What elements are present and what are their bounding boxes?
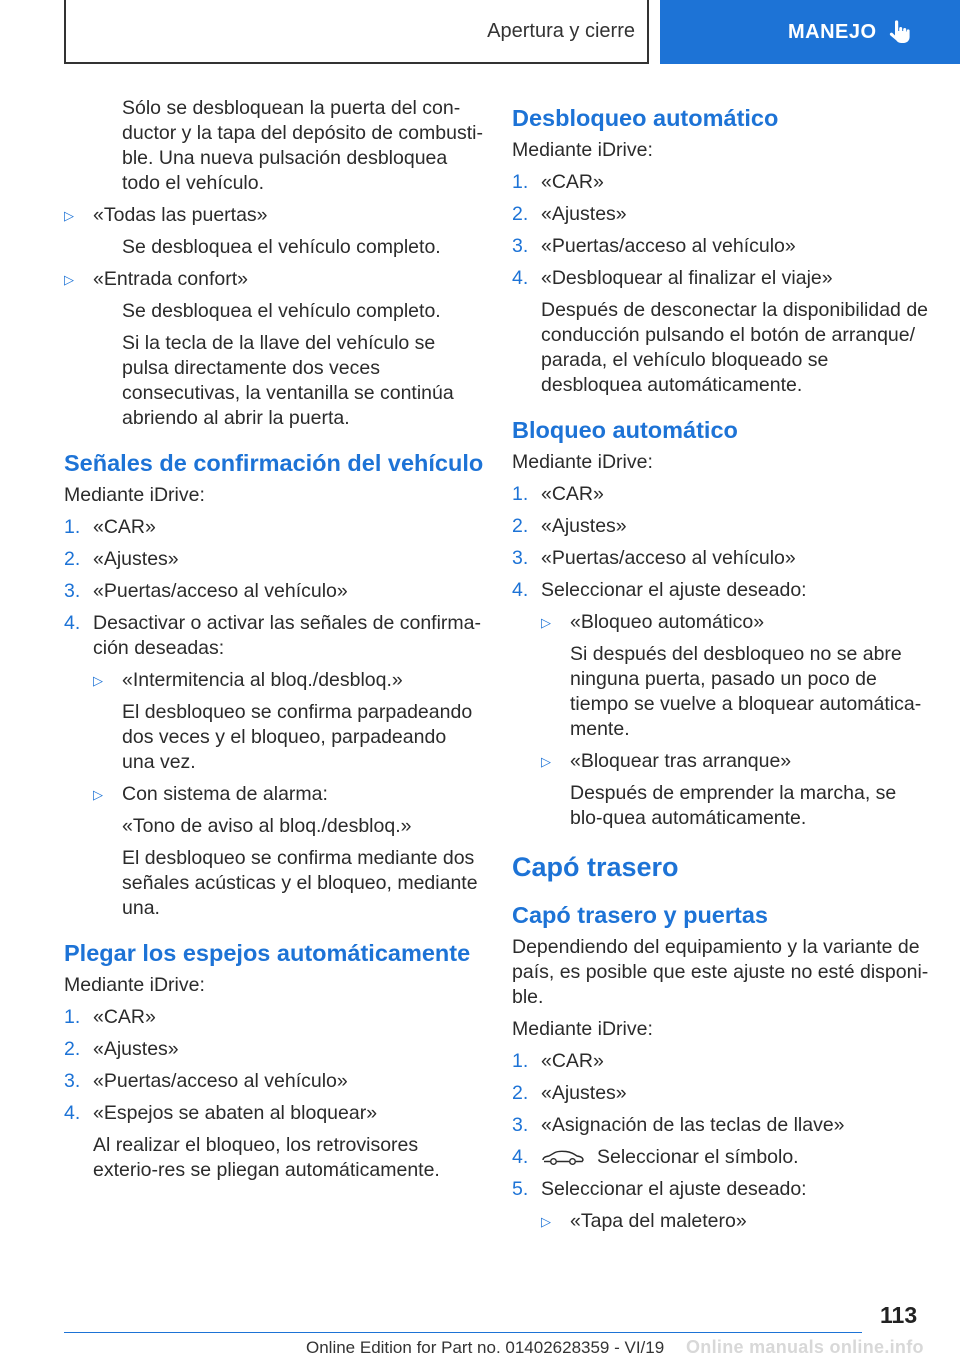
list-number: 3. bbox=[64, 580, 81, 602]
right-column bbox=[512, 96, 932, 1241]
bullet-text: Si después del desbloqueo no se abre ninguna puerta, pasado un poco de tiempo se vuelve a bloquear automática-mente. bbox=[570, 643, 922, 740]
bullet-item bbox=[93, 668, 484, 693]
list-text: Seleccionar el ajuste deseado: bbox=[541, 1178, 807, 1200]
section-header-tab bbox=[64, 0, 649, 64]
list-text: Seleccionar el ajuste deseado: bbox=[541, 579, 807, 601]
bullet-text: Después de emprender la marcha, se blo-quea automáticamente. bbox=[570, 782, 897, 829]
list-item bbox=[64, 1101, 484, 1126]
list-number: 2. bbox=[64, 1038, 81, 1060]
list-item bbox=[512, 578, 932, 603]
idrive-intro: Mediante iDrive: bbox=[64, 484, 205, 506]
section-heading-mirrors: Plegar los espejos automáticamente bbox=[64, 940, 471, 966]
bullet-title: «Entrada confort» bbox=[93, 268, 249, 290]
list-number: 1. bbox=[512, 1050, 529, 1072]
list-text: «Puertas/acceso al vehículo» bbox=[541, 235, 796, 257]
intro-paragraph: Sólo se desbloquean la puerta del con-ductor y la tapa del depósito de combusti-ble. Una nueva pulsación desbloquea todo el vehículo. bbox=[122, 97, 483, 194]
pointing-hand-icon bbox=[889, 20, 911, 44]
list-text: «Ajustes» bbox=[93, 1038, 179, 1060]
bullet-text: Se desbloquea el vehículo completo. bbox=[122, 236, 441, 258]
list-number: 1. bbox=[64, 516, 81, 538]
list-item bbox=[512, 1145, 932, 1170]
bullet-title: «Bloqueo automático» bbox=[570, 611, 765, 633]
list-item bbox=[512, 546, 932, 571]
bullet-marker: ▷ bbox=[541, 615, 551, 630]
bullet-item bbox=[93, 782, 484, 807]
bullet-marker: ▷ bbox=[93, 787, 103, 802]
bullet-title: «Tapa del maletero» bbox=[570, 1210, 747, 1232]
list-text: «CAR» bbox=[93, 1006, 156, 1028]
list-number: 4. bbox=[64, 612, 81, 634]
list-number: 2. bbox=[512, 203, 529, 225]
footer-edition: Online Edition for Part no. 01402628359 - VI/19 bbox=[306, 1338, 665, 1357]
list-text: «Ajustes» bbox=[541, 515, 627, 537]
car-icon bbox=[541, 1149, 585, 1165]
bullet-text: «Tono de aviso al bloq./desbloq.» bbox=[122, 815, 412, 837]
bullet-text: Se desbloquea el vehículo completo. bbox=[122, 300, 441, 322]
list-number: 3. bbox=[512, 235, 529, 257]
list-number: 4. bbox=[512, 579, 529, 601]
list-item bbox=[512, 514, 932, 539]
list-text: «Puertas/acceso al vehículo» bbox=[541, 547, 796, 569]
list-number: 2. bbox=[512, 1082, 529, 1104]
section-title: Apertura y cierre bbox=[487, 19, 635, 42]
bullet-text: El desbloqueo se confirma parpadeando dos veces y el bloqueo, parpadeando una vez. bbox=[122, 701, 473, 773]
page-number: 113 bbox=[880, 1302, 918, 1328]
step-text: Después de desconectar la disponibilidad de conducción pulsando el botón de arranque/ parada, el vehículo bloqueado se desbloquea automáticamente. bbox=[541, 299, 929, 396]
list-number: 5. bbox=[512, 1178, 529, 1200]
list-text: «Asignación de las teclas de llave» bbox=[541, 1114, 845, 1136]
step-text: Al realizar el bloqueo, los retrovisores exterio-res se pliegan automáticamente. bbox=[93, 1134, 440, 1181]
bullet-marker: ▷ bbox=[64, 208, 74, 223]
list-text: «Desbloquear al finalizar el viaje» bbox=[541, 267, 833, 289]
list-item bbox=[512, 1177, 932, 1202]
bullet-item bbox=[541, 1209, 932, 1234]
section-heading-confirmation: Señales de confirmación del vehículo bbox=[64, 450, 484, 476]
bullet-item bbox=[541, 749, 932, 774]
list-item bbox=[512, 170, 932, 195]
chapter-title: MANEJO bbox=[788, 20, 877, 43]
list-item bbox=[512, 1081, 932, 1106]
list-item bbox=[64, 611, 484, 661]
list-item bbox=[64, 1037, 484, 1062]
list-item bbox=[64, 579, 484, 604]
idrive-intro: Mediante iDrive: bbox=[512, 1018, 653, 1040]
section-heading-auto-unlock: Desbloqueo automático bbox=[512, 105, 779, 131]
chapter-title-tailgate: Capó trasero bbox=[512, 852, 679, 882]
idrive-intro: Mediante iDrive: bbox=[512, 451, 653, 473]
list-item bbox=[512, 234, 932, 259]
list-text: «Puertas/acceso al vehículo» bbox=[93, 580, 348, 602]
list-number: 3. bbox=[512, 1114, 529, 1136]
list-text: «Espejos se abaten al bloquear» bbox=[93, 1102, 378, 1124]
footer-divider bbox=[64, 1332, 862, 1333]
list-text: Seleccionar el símbolo. bbox=[597, 1146, 799, 1168]
tailgate-paragraph: Dependiendo del equipamiento y la variante de país, es posible que este ajuste no esté disponi-ble. bbox=[512, 936, 929, 1008]
list-text: «CAR» bbox=[541, 1050, 604, 1072]
section-heading-tailgate-doors: Capó trasero y puertas bbox=[512, 902, 768, 928]
list-item bbox=[64, 515, 484, 540]
idrive-intro: Mediante iDrive: bbox=[512, 139, 653, 161]
left-column bbox=[64, 96, 484, 1190]
list-number: 4. bbox=[512, 1146, 529, 1168]
bullet-marker: ▷ bbox=[64, 272, 74, 287]
bullet-item bbox=[541, 610, 932, 635]
list-number: 3. bbox=[64, 1070, 81, 1092]
list-number: 3. bbox=[512, 547, 529, 569]
list-text: «CAR» bbox=[541, 483, 604, 505]
idrive-intro: Mediante iDrive: bbox=[64, 974, 205, 996]
bullet-text: Si la tecla de la llave del vehículo se pulsa directamente dos veces consecutivas, la ventanilla se continúa abriendo al abrir la puerta. bbox=[122, 332, 454, 429]
section-heading-auto-lock: Bloqueo automático bbox=[512, 417, 738, 443]
list-number: 1. bbox=[512, 171, 529, 193]
bullet-title: «Bloquear tras arranque» bbox=[570, 750, 792, 772]
list-text: «CAR» bbox=[93, 516, 156, 538]
list-number: 1. bbox=[64, 1006, 81, 1028]
list-text: «Ajustes» bbox=[541, 203, 627, 225]
watermark: Online manuals online.info bbox=[686, 1337, 924, 1357]
bullet-title: «Todas las puertas» bbox=[93, 204, 268, 226]
list-item bbox=[64, 547, 484, 572]
list-item bbox=[512, 1049, 932, 1074]
list-text: «Ajustes» bbox=[93, 548, 179, 570]
list-item bbox=[512, 1113, 932, 1138]
bullet-title: Con sistema de alarma: bbox=[122, 783, 328, 805]
list-number: 2. bbox=[64, 548, 81, 570]
bullet-item bbox=[64, 267, 484, 292]
bullet-title: «Intermitencia al bloq./desbloq.» bbox=[122, 669, 403, 691]
list-item bbox=[512, 482, 932, 507]
list-text: Desactivar o activar las señales de confirma-ción deseadas: bbox=[93, 612, 481, 659]
list-number: 4. bbox=[64, 1102, 81, 1124]
list-text: «Ajustes» bbox=[541, 1082, 627, 1104]
bullet-marker: ▷ bbox=[541, 1214, 551, 1229]
bullet-text: El desbloqueo se confirma mediante dos señales acústicas y el bloqueo, mediante una. bbox=[122, 847, 478, 919]
chapter-header-tab[interactable] bbox=[660, 0, 960, 64]
list-text: «Puertas/acceso al vehículo» bbox=[93, 1070, 348, 1092]
list-item bbox=[64, 1005, 484, 1030]
list-text: «CAR» bbox=[541, 171, 604, 193]
list-item bbox=[512, 202, 932, 227]
list-number: 2. bbox=[512, 515, 529, 537]
list-number: 4. bbox=[512, 267, 529, 289]
bullet-marker: ▷ bbox=[541, 754, 551, 769]
list-item bbox=[64, 1069, 484, 1094]
bullet-item bbox=[64, 203, 484, 228]
list-item bbox=[512, 266, 932, 291]
bullet-marker: ▷ bbox=[93, 673, 103, 688]
list-number: 1. bbox=[512, 483, 529, 505]
